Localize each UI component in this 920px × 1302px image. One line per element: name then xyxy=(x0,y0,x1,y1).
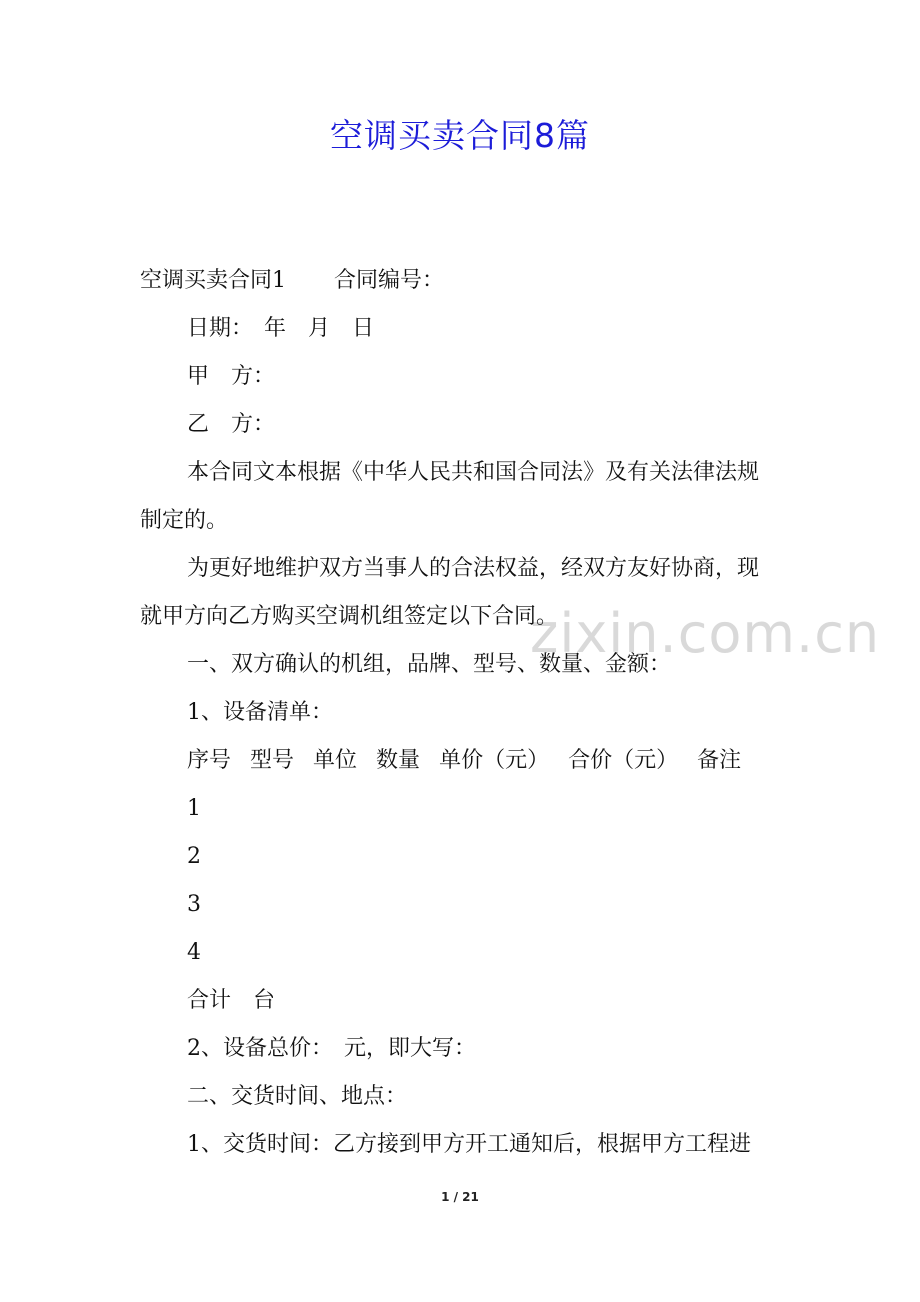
paragraph-2-line-1: 为更好地维护双方当事人的合法权益，经双方友好协商，现 xyxy=(187,556,760,581)
table-header-cell: 数量 xyxy=(376,748,421,773)
document-title: 空调买卖合同8篇 xyxy=(330,116,590,155)
table-total-row: 合计 台 xyxy=(187,988,276,1013)
paragraph-1-line-1: 本合同文本根据《中华人民共和国合同法》及有关法律法规 xyxy=(187,460,760,485)
paragraph-2-line-2: 就甲方向乙方购买空调机组签定以下合同。 xyxy=(140,604,559,629)
table-row: 4 xyxy=(187,940,201,965)
table-header-cell: 单位 xyxy=(313,748,358,773)
contract-number-label: 合同编号： xyxy=(334,268,445,293)
delivery-time-line: 1、交货时间：乙方接到甲方开工通知后，根据甲方工程进 xyxy=(187,1132,751,1157)
page-indicator: 1 / 21 xyxy=(441,1190,479,1204)
table-row: 2 xyxy=(187,844,201,869)
table-header-cell: 型号 xyxy=(250,748,295,773)
table-header-cell: 备注 xyxy=(697,748,742,773)
total-price-line: 2、设备总价： 元，即大写： xyxy=(187,1036,476,1061)
contract-header-line xyxy=(140,266,790,296)
contract-name: 空调买卖合同1 xyxy=(140,268,286,293)
equipment-list-heading: 1、设备清单： xyxy=(187,700,333,725)
table-header-cell: 序号 xyxy=(187,748,232,773)
party-a-line: 甲 方： xyxy=(187,364,276,389)
date-line: 日期： 年 月 日 xyxy=(187,316,375,341)
section-1-heading: 一、双方确认的机组，品牌、型号、数量、金额： xyxy=(187,652,672,677)
table-header-cell: 单价（元） xyxy=(439,748,550,773)
equipment-table-header xyxy=(187,746,837,776)
table-row: 1 xyxy=(187,796,201,821)
watermark: zixin.com.cn xyxy=(530,602,881,665)
paragraph-1-line-2: 制定的。 xyxy=(140,508,229,533)
table-row: 3 xyxy=(187,892,201,917)
table-header-cell: 合价（元） xyxy=(568,748,679,773)
party-b-line: 乙 方： xyxy=(187,412,276,437)
section-2-heading: 二、交货时间、地点： xyxy=(187,1084,408,1109)
